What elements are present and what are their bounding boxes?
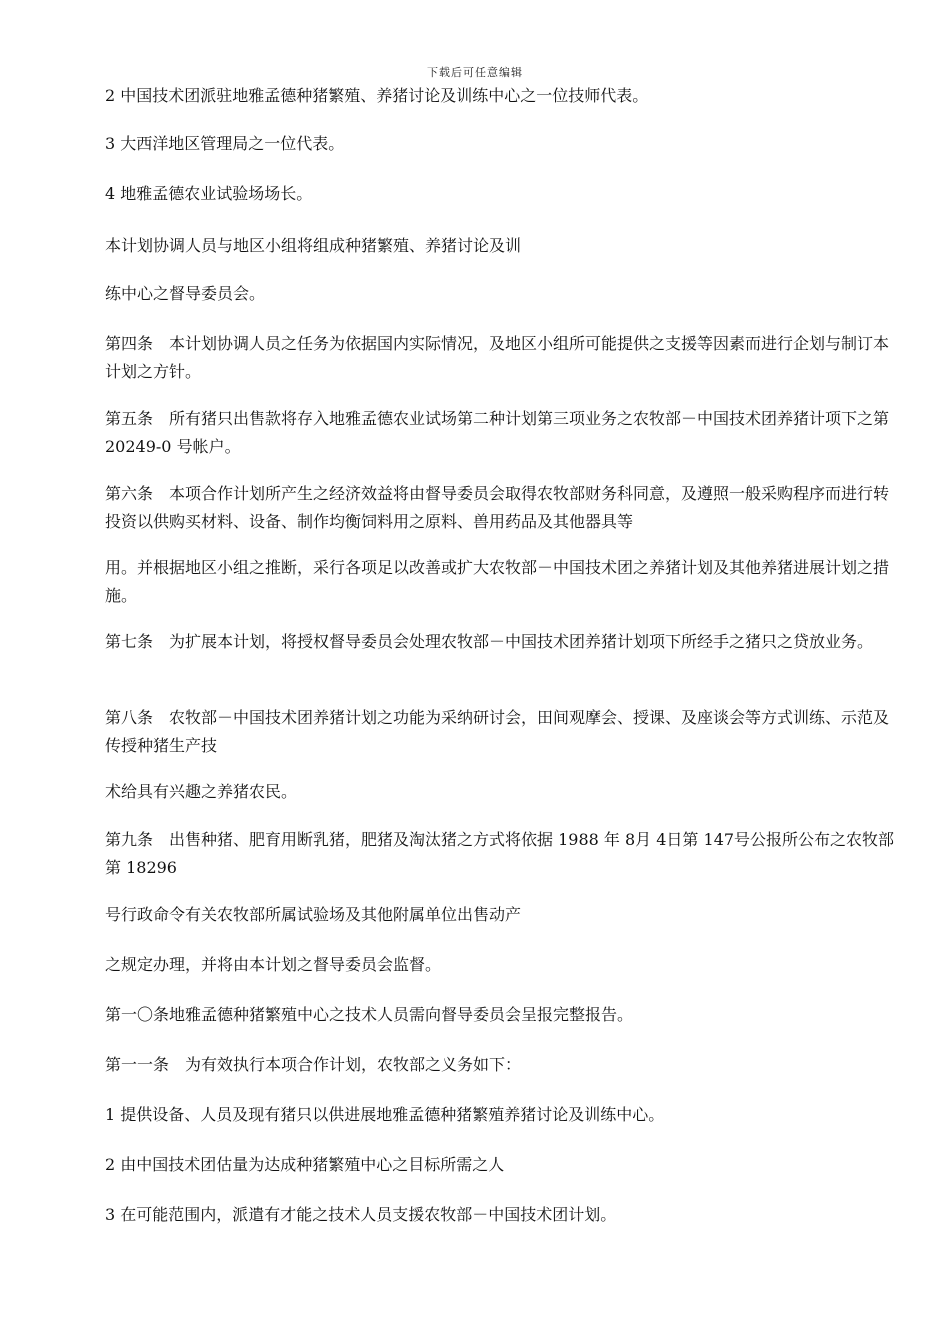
paragraph-article-4: 第四条 本计划协调人员之任务为依据国内实际情况，及地区小组所可能提供之支援等因素而进行企划与制订本计划之方针。: [105, 334, 890, 381]
paragraph-article-9-line-3: 之规定办理，并将由本计划之督导委员会监督。: [105, 955, 442, 974]
page-header: 下载后可任意编辑: [427, 66, 523, 79]
paragraph-article-6-continued: 用。并根据地区小组之推断，采行各项足以改善或扩大农牧部－中国技术团之养猪计划及其他养猪进展计划之措施。: [105, 558, 890, 605]
paragraph-duty-3: 3 在可能范围内，派遣有才能之技术人员支援农牧部－中国技术团计划。: [105, 1205, 617, 1224]
paragraph-item-3-atlantic: 3 大西洋地区管理局之一位代表。: [105, 134, 345, 153]
paragraph-article-8-continued: 术给具有兴趣之养猪农民。: [105, 782, 298, 801]
paragraph-item-2-technician: 2 中国技术团派驻地雅孟德种猪繁殖、养猪讨论及训练中心之一位技师代表。: [105, 86, 649, 105]
paragraph-article-10: 第一〇条地雅孟德种猪繁殖中心之技术人员需向督导委员会呈报完整报告。: [105, 1005, 634, 1024]
paragraph-article-7: 第七条 为扩展本计划，将授权督导委员会处理农牧部－中国技术团养猪计划项下所经手之猪只之贷放业务。: [105, 632, 874, 651]
paragraph-article-11: 第一一条 为有效执行本项合作计划，农牧部之义务如下：: [105, 1055, 522, 1074]
paragraph-article-9-line-2: 号行政命令有关农牧部所属试验场及其他附属单位出售动产: [105, 905, 522, 924]
paragraph-article-6: 第六条 本项合作计划所产生之经济效益将由督导委员会取得农牧部财务科同意，及遵照一般采购程序而进行转投资以供购买材料、设备、制作均衡饲料用之原料、兽用药品及其他器具等: [105, 484, 890, 531]
paragraph-article-5: 第五条 所有猪只出售款将存入地雅孟德农业试场第二种计划第三项业务之农牧部－中国技术团养猪计项下之第 20249-0 号帐户。: [105, 409, 895, 456]
paragraph-article-9: 第九条 出售种猪、肥育用断乳猪，肥猪及淘汰猪之方式将依据 1988 年 8月 4日第 147号公报所公布之农牧部第 18296: [105, 830, 895, 877]
paragraph-duty-1: 1 提供设备、人员及现有猪只以供进展地雅孟德种猪繁殖养猪讨论及训练中心。: [105, 1105, 665, 1124]
paragraph-duty-2: 2 由中国技术团估量为达成种猪繁殖中心之目标所需之人: [105, 1155, 505, 1174]
paragraph-article-8: 第八条 农牧部－中国技术团养猪计划之功能为采纳研讨会，田间观摩会、授课、及座谈会等方式训练、示范及传授种猪生产技: [105, 708, 890, 755]
paragraph-committee-line-1: 本计划协调人员与地区小组将组成种猪繁殖、养猪讨论及训: [105, 236, 522, 255]
paragraph-committee-line-2: 练中心之督导委员会。: [105, 284, 266, 303]
paragraph-item-4-director: 4 地雅孟德农业试验场场长。: [105, 184, 313, 203]
